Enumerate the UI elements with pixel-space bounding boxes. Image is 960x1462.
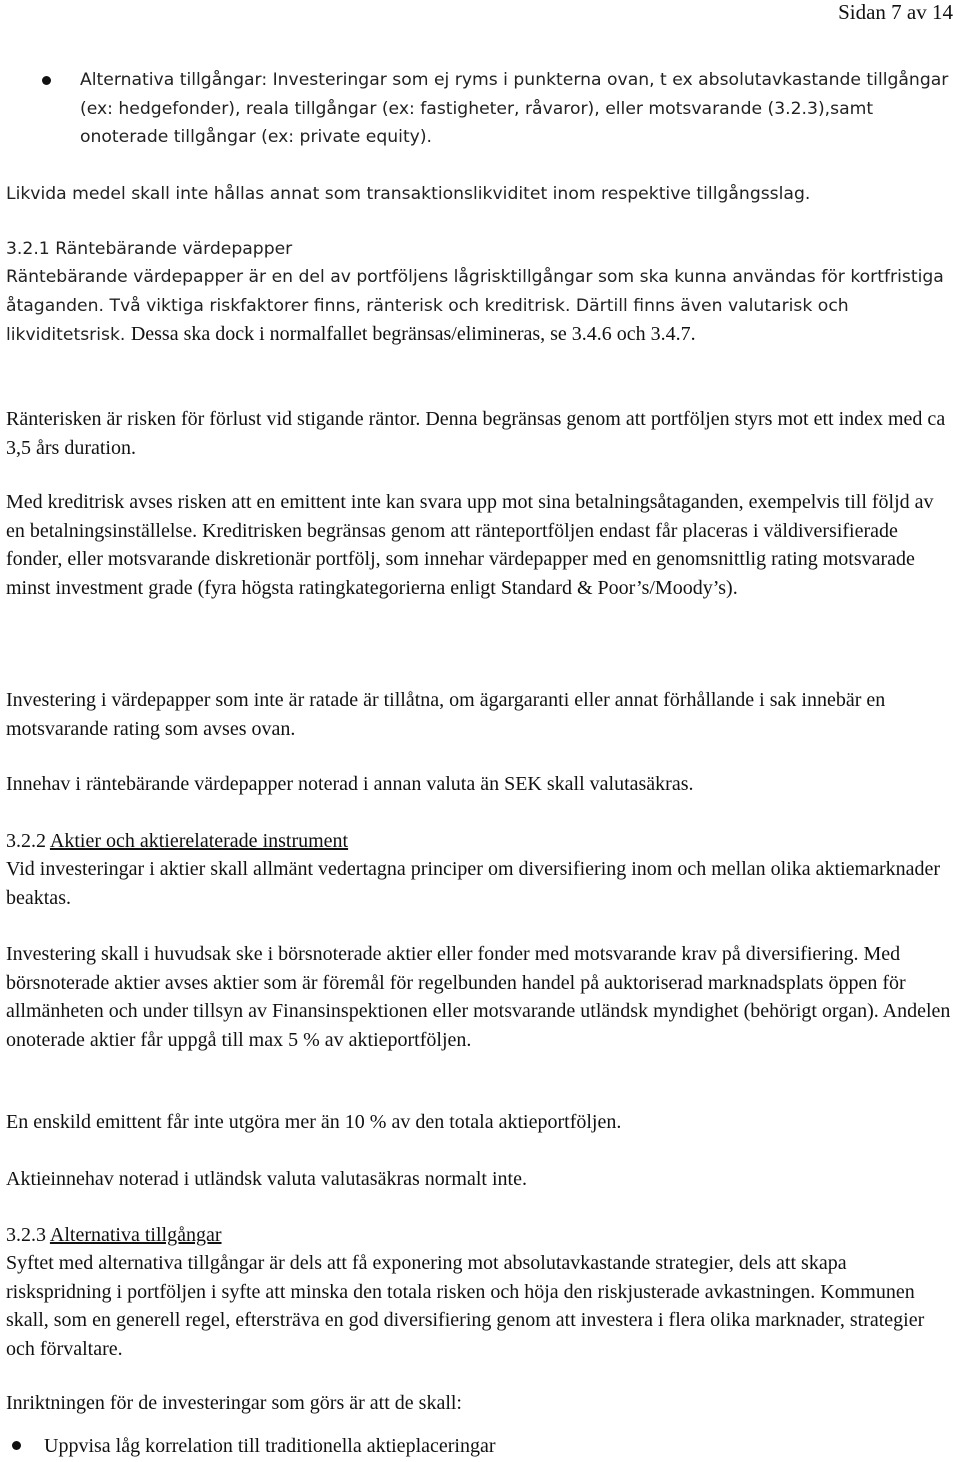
section-321-p1	[6, 263, 954, 350]
section-322-heading	[6, 827, 954, 856]
cash-note: Likvida medel skall inte hållas annat som transaktionslikviditet inom respektive tillgångsslag.	[6, 184, 811, 204]
section-322-title: Aktier och aktierelaterade instrument	[49, 830, 349, 852]
section-323-p1: Syftet med alternativa tillgångar är dels att få exponering mot absolutavkastande strategier, dels att skapa riskspridning i portföljen i syfte att minska den totala risken och höja den riskjusterade avkastningen. Kommunen skall, som en generell regel, eftersträva en god diversifiering genom att investera i flera olika marknader, strategier och förvaltare.	[6, 1252, 925, 1360]
section-321-title: Räntebärande värdepapper	[55, 239, 293, 259]
section-323-bullet1: Uppvisa låg korrelation till traditionella aktieplaceringar	[44, 1435, 496, 1457]
section-321-number: 3.2.1	[6, 239, 50, 259]
section-322-p4: Aktieinnehav noterad i utländsk valuta valutasäkras normalt inte.	[6, 1168, 527, 1190]
section-323-number: 3.2.3	[6, 1224, 46, 1246]
page-number: Sidan 7 av 14	[838, 0, 953, 24]
section-321-heading	[6, 235, 954, 264]
section-321-p1-sans: Räntebärande värdepapper är en del av portföljens lågrisktillgångar som ska kunna användas för kortfristiga åtaganden. Två viktiga riskfaktorer finns, ränterisk och kreditrisk. Därtill finns även valutarisk och likviditetsrisk.	[6, 267, 944, 345]
section-321-p5: Innehav i räntebärande värdepapper noterad i annan valuta än SEK skall valutasäkras.	[6, 773, 694, 795]
section-321-p1-serif: Dessa ska dock i normalfallet begränsas/elimineras, se 3.4.6 och 3.4.7.	[130, 323, 696, 345]
section-322-number: 3.2.2	[6, 830, 46, 852]
section-322-p2: Investering skall i huvudsak ske i börsnoterade aktier eller fonder med motsvarande krav på diversifiering. Med börsnoterade aktier avses aktier som är föremål för regelbunden handel på auktoriserad marknadsplats öppen för allmänheten och under tillsyn av Finansinspektionen eller motsvarande utländsk myndighet (behörigt organ). Andelen onoterade aktier får uppgå till max 5 % av aktieportföljen.	[6, 943, 951, 1051]
section-323-heading	[6, 1221, 954, 1250]
section-321-p4: Investering i värdepapper som inte är ratade är tillåtna, om ägargaranti eller annat förhållande i sak innebär en motsvarande rating som avses ovan.	[6, 689, 886, 740]
section-322-p3: En enskild emittent får inte utgöra mer än 10 % av den totala aktieportföljen.	[6, 1111, 622, 1133]
section-321-p3: Med kreditrisk avses risken att en emittent inte kan svara upp mot sina betalningsåtaganden, exempelvis till följd av en betalningsinställelse. Kreditrisken begränsas genom att ränteportföljen endast får placeras i väldiversifierade fonder, eller motsvarande diskretionär portfölj, som innehar värdepapper med en genomsnittlig rating motsvarade minst investment grade (fyra högsta ratingkategorierna enligt Standard & Poor’s/Moody’s).	[6, 491, 934, 599]
intro-bullet-text: Alternativa tillgångar: Investeringar som ej ryms i punkterna ovan, t ex absolutavkastande tillgångar (ex: hedgefonder), reala tillgångar (ex: fastigheter, råvaror), eller motsvarande (3.2.3),samt onoterade tillgångar (ex: private equity).	[80, 70, 949, 147]
section-323-title: Alternativa tillgångar	[49, 1224, 222, 1246]
section-322-p1: Vid investeringar i aktier skall allmänt vedertagna principer om diversifiering inom och mellan olika aktiemarknader beaktas.	[6, 858, 941, 909]
bullet-icon	[12, 1441, 21, 1450]
section-321-p2: Ränterisken är risken för förlust vid stigande räntor. Denna begränsas genom att portföljen styrs mot ett index med ca 3,5 års duration.	[6, 408, 946, 459]
section-323-p2: Inriktningen för de investeringar som görs är att de skall:	[6, 1392, 462, 1414]
bullet-icon	[42, 76, 51, 85]
